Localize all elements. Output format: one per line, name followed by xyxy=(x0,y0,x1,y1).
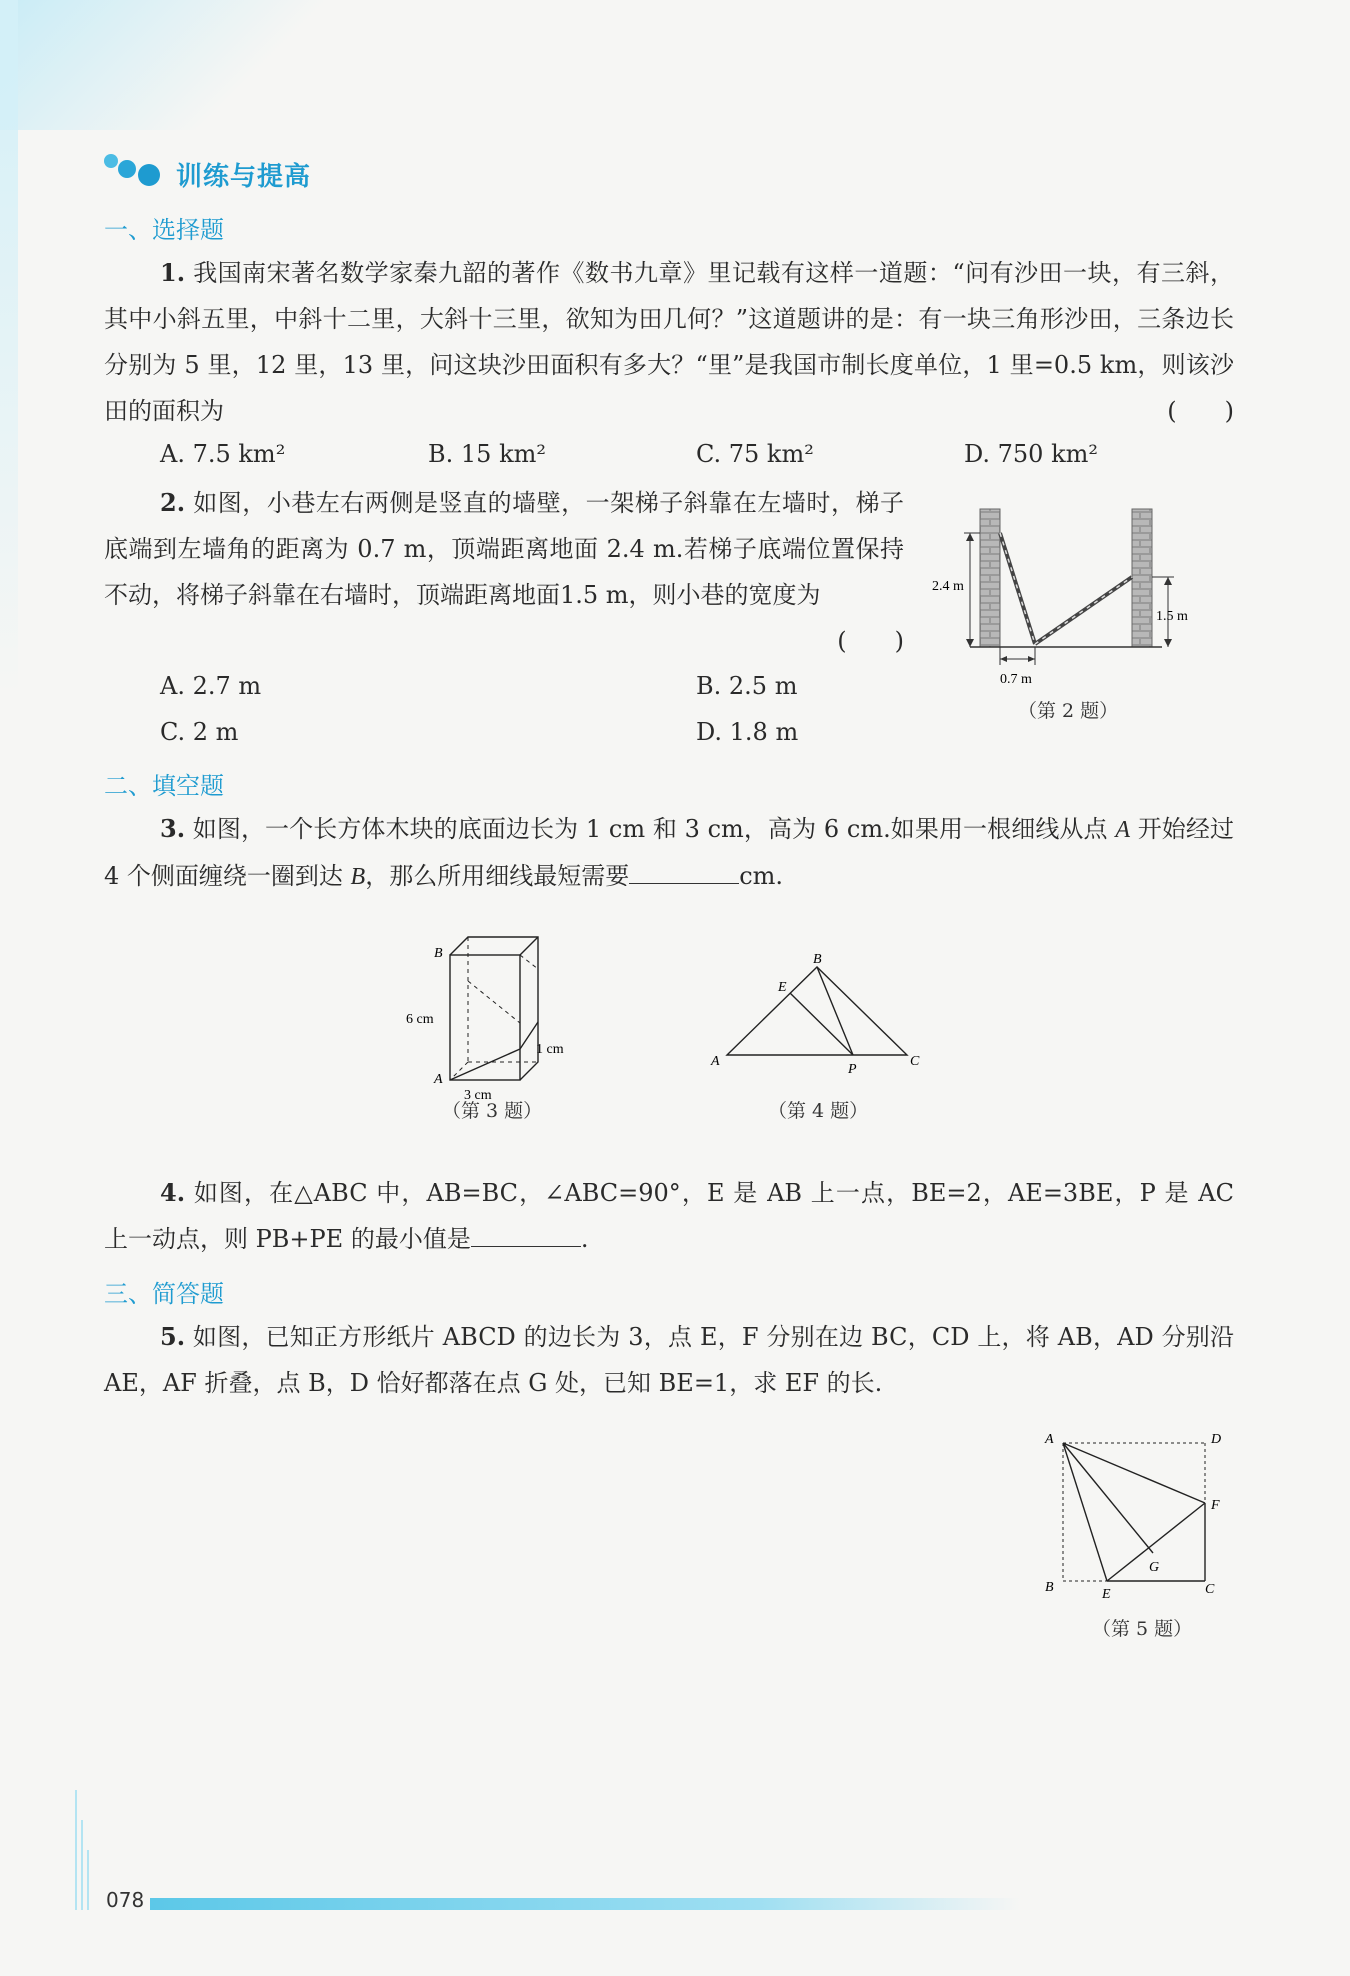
caption-q5: （第 5 题） xyxy=(1092,1618,1193,1640)
option-d: D. 750 km² xyxy=(964,440,1099,468)
caption-q3: （第 3 题） xyxy=(442,1100,543,1122)
question-2 xyxy=(104,480,905,655)
label-e: E xyxy=(778,980,787,995)
corner-decoration xyxy=(0,0,340,130)
label-right-height: 1.5 m xyxy=(1156,609,1188,624)
question-text: ，那么所用细线最短需要 xyxy=(365,862,630,890)
label-a: A xyxy=(434,1072,443,1087)
label-b: B xyxy=(434,946,443,961)
answer-paren: ( ) xyxy=(1167,397,1234,425)
section-header xyxy=(104,150,404,190)
label-depth: 1 cm xyxy=(536,1042,564,1057)
question-5 xyxy=(104,1314,1234,1406)
question-text: 如图，在△ABC 中，AB=BC，∠ABC=90°，E 是 AB 上一点，BE=2，AE=3BE，P 是 AC 上一动点，则 PB+PE 的最小值是 xyxy=(104,1179,1234,1253)
dot-icon xyxy=(138,164,160,186)
label-a: A xyxy=(1045,1432,1054,1447)
figure-q5 xyxy=(1035,1425,1235,1605)
label-b: B xyxy=(1045,1580,1054,1595)
answer-blank xyxy=(471,1226,581,1247)
question-text: 如图，已知正方形纸片 ABCD 的边长为 3，点 E，F 分别在边 BC，CD 上，将 AB，AD 分别沿 AE，AF 折叠，点 B，D 恰好都落在点 G 处，已知 BE=1，求 EF 的长. xyxy=(104,1323,1234,1397)
question-1 xyxy=(104,250,1234,434)
question-number: 1. xyxy=(160,258,186,287)
label-g: G xyxy=(1149,1560,1160,1575)
option-c: C. 2 m xyxy=(160,718,239,746)
option-b: B. 15 km² xyxy=(428,440,546,468)
option-b: B. 2.5 m xyxy=(696,672,798,700)
question-text: 我国南宋著名数学家秦九韶的著作《数书九章》里记载有这样一道题：“问有沙田一块，有三斜，其中小斜五里，中斜十二里，大斜十三里，欲知为田几何？”这道题讲的是：有一块三角形沙田，三条边长分别为 5 里，12 里，13 里，问这块沙田面积有多大？“里”是我国市制长度单位，1 里=0.5 km，则该沙田的面积为 xyxy=(104,259,1234,425)
dot-icon xyxy=(104,154,118,168)
answer-blank xyxy=(629,863,739,884)
ladder-left xyxy=(1000,533,1035,644)
question-number: 2. xyxy=(160,488,186,517)
left-wall xyxy=(980,509,1000,647)
option-d: D. 1.8 m xyxy=(696,718,799,746)
footer-bar xyxy=(150,1898,1020,1910)
label-height: 6 cm xyxy=(406,1012,434,1027)
edge-decoration xyxy=(0,0,18,700)
label-a: A xyxy=(711,1054,720,1069)
subhead-short: 三、简答题 xyxy=(104,1280,224,1308)
right-wall xyxy=(1132,509,1152,647)
label-width: 3 cm xyxy=(464,1088,492,1103)
label-b: B xyxy=(813,952,822,967)
question-end: . xyxy=(580,1225,589,1253)
figure-q3 xyxy=(400,925,600,1103)
question-number: 5. xyxy=(160,1322,186,1351)
section-title: 训练与提高 xyxy=(176,162,312,192)
label-f: F xyxy=(1211,1498,1220,1513)
question-number: 3. xyxy=(160,814,186,843)
dot-icon xyxy=(118,160,136,178)
question-text: 开始经过 4 个侧面缠绕一圈到达 xyxy=(104,815,1234,890)
option-a: A. 2.7 m xyxy=(160,672,262,700)
point-b: B xyxy=(350,864,366,890)
question-3 xyxy=(104,806,1234,900)
subhead-choice: 一、选择题 xyxy=(104,216,224,244)
unit: cm. xyxy=(739,862,784,890)
question-4 xyxy=(104,1170,1234,1262)
question-number: 4. xyxy=(160,1178,186,1207)
answer-paren: ( ) xyxy=(837,627,904,655)
point-a: A xyxy=(1115,817,1130,843)
option-a: A. 7.5 km² xyxy=(160,440,286,468)
footer-decoration xyxy=(72,1790,92,1910)
label-base: 0.7 m xyxy=(1000,672,1032,687)
option-c: C. 75 km² xyxy=(696,440,814,468)
figure-q2 xyxy=(930,505,1200,705)
subhead-fill: 二、填空题 xyxy=(104,772,224,800)
page-number: 078 xyxy=(106,1888,145,1912)
label-left-height: 2.4 m xyxy=(932,579,964,594)
caption-q2: （第 2 题） xyxy=(1018,700,1119,722)
question-text: 如图，一个长方体木块的底面边长为 1 cm 和 3 cm，高为 6 cm.如果用一根细线从点 xyxy=(192,815,1108,843)
label-c: C xyxy=(1205,1582,1215,1597)
question-text: 如图，小巷左右两侧是竖直的墙壁，一架梯子斜靠在左墙时，梯子底端到左墙角的距离为 0.7 m，顶端距离地面 2.4 m.若梯子底端位置保持不动，将梯子斜靠在右墙时，顶端距离地面1.5 m，则小巷的宽度为 xyxy=(104,489,905,609)
label-c: C xyxy=(910,1054,920,1069)
label-e: E xyxy=(1102,1587,1111,1602)
caption-q4: （第 4 题） xyxy=(768,1100,869,1122)
label-d: D xyxy=(1211,1432,1222,1447)
label-p: P xyxy=(848,1062,857,1077)
figure-q4 xyxy=(705,950,935,1080)
